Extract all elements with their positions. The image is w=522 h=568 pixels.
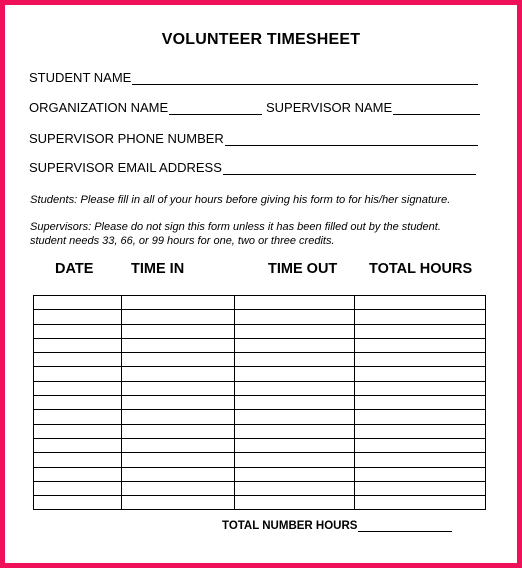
- organization-name-label: ORGANIZATION NAME: [29, 100, 169, 115]
- table-row: [34, 424, 486, 438]
- column-header-date: DATE: [55, 261, 94, 277]
- supervisor-name-label: SUPERVISOR NAME: [266, 100, 393, 115]
- time-out-cell[interactable]: [235, 310, 355, 324]
- time-out-cell[interactable]: [235, 338, 355, 352]
- student-name-field: [29, 70, 478, 85]
- time-in-cell[interactable]: [122, 381, 235, 395]
- total-hours-cell[interactable]: [355, 296, 486, 310]
- total-hours-cell[interactable]: [355, 424, 486, 438]
- date-cell[interactable]: [34, 367, 122, 381]
- date-cell[interactable]: [34, 381, 122, 395]
- time-out-cell[interactable]: [235, 296, 355, 310]
- supervisors-note-line2: student needs 33, 66, or 99 hours for one, two or three credits.: [30, 235, 335, 247]
- time-out-cell[interactable]: [235, 424, 355, 438]
- time-in-cell[interactable]: [122, 453, 235, 467]
- date-cell[interactable]: [34, 496, 122, 510]
- total-hours-cell[interactable]: [355, 496, 486, 510]
- date-cell[interactable]: [34, 310, 122, 324]
- time-in-cell[interactable]: [122, 467, 235, 481]
- time-out-cell[interactable]: [235, 324, 355, 338]
- time-in-cell[interactable]: [122, 338, 235, 352]
- total-hours-label: TOTAL NUMBER HOURS: [222, 520, 358, 532]
- time-out-cell[interactable]: [235, 453, 355, 467]
- total-hours-cell[interactable]: [355, 367, 486, 381]
- column-header-time-out: TIME OUT: [268, 261, 338, 277]
- total-hours-cell[interactable]: [355, 310, 486, 324]
- timesheet-body: [34, 296, 486, 510]
- time-in-cell[interactable]: [122, 367, 235, 381]
- student-name-label: STUDENT NAME: [29, 70, 132, 85]
- table-row: [34, 310, 486, 324]
- table-row: [34, 453, 486, 467]
- total-hours-cell[interactable]: [355, 381, 486, 395]
- total-hours-cell[interactable]: [355, 438, 486, 452]
- date-cell[interactable]: [34, 353, 122, 367]
- total-hours-cell[interactable]: [355, 467, 486, 481]
- total-hours-cell[interactable]: [355, 396, 486, 410]
- total-hours-field: [222, 519, 452, 532]
- date-cell[interactable]: [34, 338, 122, 352]
- time-out-cell[interactable]: [235, 396, 355, 410]
- column-header-total-hours: TOTAL HOURS: [369, 261, 473, 277]
- total-hours-cell[interactable]: [355, 410, 486, 424]
- students-note: Students: Please fill in all of your hours before giving his form to for his/her signature.: [30, 194, 451, 206]
- total-hours-cell[interactable]: [355, 453, 486, 467]
- supervisor-email-input[interactable]: [223, 160, 476, 175]
- date-cell[interactable]: [34, 467, 122, 481]
- table-row: [34, 496, 486, 510]
- time-out-cell[interactable]: [235, 353, 355, 367]
- time-out-cell[interactable]: [235, 496, 355, 510]
- time-in-cell[interactable]: [122, 410, 235, 424]
- time-in-cell[interactable]: [122, 481, 235, 495]
- date-cell[interactable]: [34, 410, 122, 424]
- date-cell[interactable]: [34, 453, 122, 467]
- supervisor-phone-input[interactable]: [225, 131, 478, 146]
- time-in-cell[interactable]: [122, 296, 235, 310]
- supervisor-phone-label: SUPERVISOR PHONE NUMBER: [29, 131, 224, 146]
- time-out-cell[interactable]: [235, 367, 355, 381]
- total-hours-input[interactable]: [358, 519, 452, 532]
- time-out-cell[interactable]: [235, 438, 355, 452]
- date-cell[interactable]: [34, 424, 122, 438]
- table-row: [34, 324, 486, 338]
- time-in-cell[interactable]: [122, 424, 235, 438]
- table-row: [34, 438, 486, 452]
- date-cell[interactable]: [34, 438, 122, 452]
- time-in-cell[interactable]: [122, 310, 235, 324]
- table-row: [34, 481, 486, 495]
- supervisor-email-label: SUPERVISOR EMAIL ADDRESS: [29, 160, 222, 175]
- time-in-cell[interactable]: [122, 438, 235, 452]
- student-name-input[interactable]: [132, 70, 478, 85]
- column-header-time-in: TIME IN: [131, 261, 185, 277]
- time-out-cell[interactable]: [235, 410, 355, 424]
- time-in-cell[interactable]: [122, 396, 235, 410]
- table-row: [34, 381, 486, 395]
- table-row: [34, 367, 486, 381]
- time-in-cell[interactable]: [122, 353, 235, 367]
- table-row: [34, 396, 486, 410]
- total-hours-cell[interactable]: [355, 481, 486, 495]
- supervisor-phone-field: [29, 131, 478, 146]
- organization-name-field: [29, 100, 262, 115]
- time-out-cell[interactable]: [235, 481, 355, 495]
- table-row: [34, 467, 486, 481]
- timesheet-table: [33, 295, 486, 510]
- date-cell[interactable]: [34, 296, 122, 310]
- form-title: VOLUNTEER TIMESHEET: [161, 31, 361, 48]
- table-row: [34, 338, 486, 352]
- total-hours-cell[interactable]: [355, 353, 486, 367]
- total-hours-cell[interactable]: [355, 324, 486, 338]
- date-cell[interactable]: [34, 481, 122, 495]
- time-in-cell[interactable]: [122, 324, 235, 338]
- date-cell[interactable]: [34, 324, 122, 338]
- table-row: [34, 410, 486, 424]
- supervisor-name-input[interactable]: [393, 100, 480, 115]
- total-hours-cell[interactable]: [355, 338, 486, 352]
- table-row: [34, 353, 486, 367]
- time-in-cell[interactable]: [122, 496, 235, 510]
- time-out-cell[interactable]: [235, 467, 355, 481]
- organization-name-input[interactable]: [169, 100, 262, 115]
- supervisors-note-line1: Supervisors: Please do not sign this form unless it has been filled out by the student.: [30, 221, 441, 233]
- time-out-cell[interactable]: [235, 381, 355, 395]
- supervisor-email-field: [29, 160, 476, 175]
- table-row: [34, 296, 486, 310]
- supervisor-name-field: [266, 100, 480, 115]
- date-cell[interactable]: [34, 396, 122, 410]
